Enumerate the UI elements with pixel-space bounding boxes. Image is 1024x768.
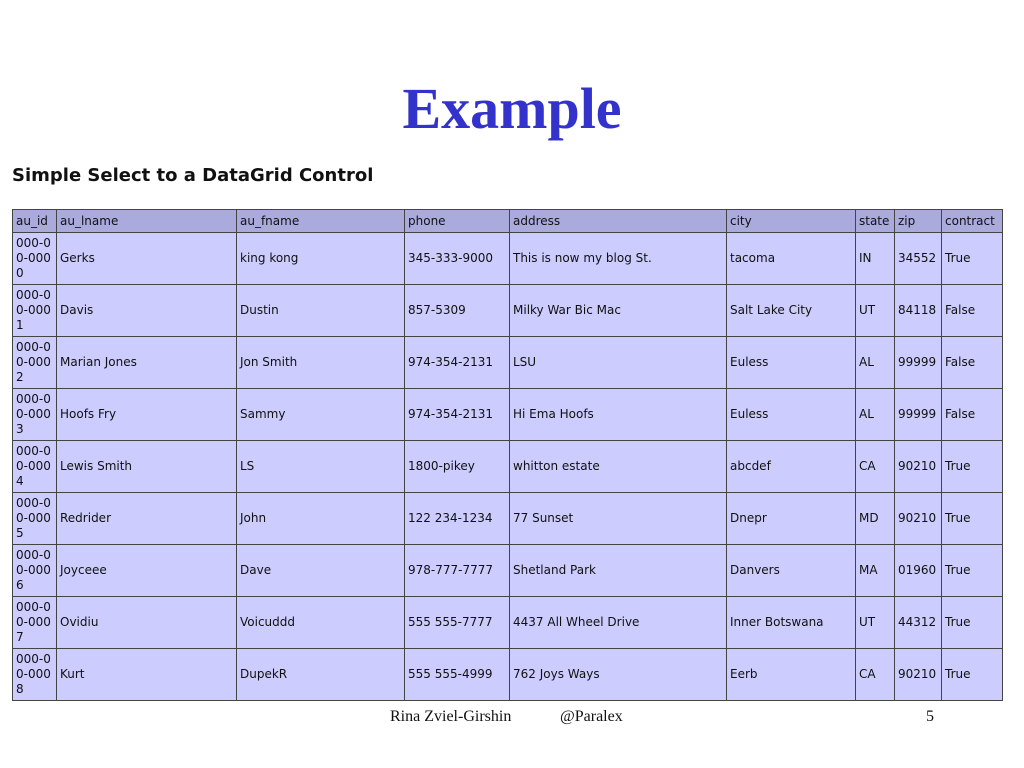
cell-phone: 974-354-2131: [405, 389, 510, 441]
cell-au-fname: LS: [237, 441, 405, 493]
table-row: [13, 233, 1003, 285]
cell-au-fname: John: [237, 493, 405, 545]
cell-au-fname: Sammy: [237, 389, 405, 441]
cell-state: MA: [856, 545, 895, 597]
column-header-zip: zip: [895, 210, 942, 233]
cell-au-fname: Dave: [237, 545, 405, 597]
slide-title: Example: [402, 76, 622, 141]
cell-au-lname: Ovidiu: [57, 597, 237, 649]
column-header-city: city: [727, 210, 856, 233]
cell-au-id: 000-00-0007: [13, 597, 57, 649]
datagrid-header-row: [13, 210, 1003, 233]
cell-au-id: 000-00-0008: [13, 649, 57, 701]
cell-au-fname: Dustin: [237, 285, 405, 337]
cell-phone: 555 555-4999: [405, 649, 510, 701]
cell-phone: 122 234-1234: [405, 493, 510, 545]
column-header-phone: phone: [405, 210, 510, 233]
column-header-contract: contract: [942, 210, 1003, 233]
cell-zip: 01960: [895, 545, 942, 597]
cell-phone: 978-777-7777: [405, 545, 510, 597]
cell-address: Shetland Park: [510, 545, 727, 597]
cell-au-lname: Kurt: [57, 649, 237, 701]
cell-au-id: 000-00-0006: [13, 545, 57, 597]
table-row: [13, 545, 1003, 597]
cell-state: AL: [856, 337, 895, 389]
cell-phone: 555 555-7777: [405, 597, 510, 649]
cell-city: Eerb: [727, 649, 856, 701]
cell-city: Euless: [727, 337, 856, 389]
cell-address: whitton estate: [510, 441, 727, 493]
cell-address: Hi Ema Hoofs: [510, 389, 727, 441]
cell-city: Euless: [727, 389, 856, 441]
cell-address: Milky War Bic Mac: [510, 285, 727, 337]
cell-au-id: 000-00-0000: [13, 233, 57, 285]
cell-city: abcdef: [727, 441, 856, 493]
cell-au-id: 000-00-0003: [13, 389, 57, 441]
table-row: [13, 389, 1003, 441]
cell-city: Dnepr: [727, 493, 856, 545]
cell-city: Danvers: [727, 545, 856, 597]
cell-au-fname: king kong: [237, 233, 405, 285]
cell-state: CA: [856, 649, 895, 701]
table-row: [13, 285, 1003, 337]
datagrid-viewport: [12, 209, 1002, 696]
table-row: [13, 597, 1003, 649]
cell-zip: 90210: [895, 649, 942, 701]
cell-zip: 90210: [895, 441, 942, 493]
cell-au-lname: Hoofs Fry: [57, 389, 237, 441]
cell-contract: False: [942, 337, 1003, 389]
cell-contract: False: [942, 285, 1003, 337]
table-row: [13, 441, 1003, 493]
cell-contract: True: [942, 441, 1003, 493]
cell-state: MD: [856, 493, 895, 545]
cell-zip: 44312: [895, 597, 942, 649]
cell-state: UT: [856, 285, 895, 337]
cell-contract: True: [942, 493, 1003, 545]
cell-city: tacoma: [727, 233, 856, 285]
cell-address: 77 Sunset: [510, 493, 727, 545]
cell-au-fname: Jon Smith: [237, 337, 405, 389]
cell-contract: True: [942, 649, 1003, 701]
cell-zip: 90210: [895, 493, 942, 545]
datagrid-body: [13, 233, 1003, 701]
cell-phone: 1800-pikey: [405, 441, 510, 493]
table-row: [13, 649, 1003, 701]
cell-address: 762 Joys Ways: [510, 649, 727, 701]
column-header-au-id: au_id: [13, 210, 57, 233]
column-header-address: address: [510, 210, 727, 233]
cell-phone: 974-354-2131: [405, 337, 510, 389]
cell-city: Salt Lake City: [727, 285, 856, 337]
datagrid-table: [12, 209, 1003, 701]
cell-au-lname: Gerks: [57, 233, 237, 285]
column-header-au-lname: au_lname: [57, 210, 237, 233]
cell-state: CA: [856, 441, 895, 493]
table-row: [13, 493, 1003, 545]
cell-phone: 857-5309: [405, 285, 510, 337]
cell-state: UT: [856, 597, 895, 649]
cell-zip: 99999: [895, 337, 942, 389]
cell-zip: 34552: [895, 233, 942, 285]
cell-au-lname: Joyceee: [57, 545, 237, 597]
cell-address: 4437 All Wheel Drive: [510, 597, 727, 649]
cell-zip: 84118: [895, 285, 942, 337]
cell-au-id: 000-00-0001: [13, 285, 57, 337]
cell-au-lname: Marian Jones: [57, 337, 237, 389]
cell-contract: True: [942, 233, 1003, 285]
cell-au-lname: Redrider: [57, 493, 237, 545]
footer-handle: @Paralex: [560, 708, 623, 725]
table-row: [13, 337, 1003, 389]
datagrid-heading: Simple Select to a DataGrid Control: [12, 165, 374, 186]
footer-author: Rina Zviel-Girshin: [390, 708, 512, 725]
cell-phone: 345-333-9000: [405, 233, 510, 285]
cell-contract: True: [942, 545, 1003, 597]
cell-au-fname: DupekR: [237, 649, 405, 701]
cell-au-id: 000-00-0002: [13, 337, 57, 389]
cell-address: LSU: [510, 337, 727, 389]
cell-contract: True: [942, 597, 1003, 649]
column-header-au-fname: au_fname: [237, 210, 405, 233]
cell-contract: False: [942, 389, 1003, 441]
page-number: 5: [926, 708, 934, 725]
cell-city: Inner Botswana: [727, 597, 856, 649]
cell-state: AL: [856, 389, 895, 441]
cell-au-id: 000-00-0004: [13, 441, 57, 493]
cell-state: IN: [856, 233, 895, 285]
cell-au-lname: Lewis Smith: [57, 441, 237, 493]
cell-au-lname: Davis: [57, 285, 237, 337]
column-header-state: state: [856, 210, 895, 233]
cell-zip: 99999: [895, 389, 942, 441]
cell-au-id: 000-00-0005: [13, 493, 57, 545]
cell-address: This is now my blog St.: [510, 233, 727, 285]
cell-au-fname: Voicuddd: [237, 597, 405, 649]
